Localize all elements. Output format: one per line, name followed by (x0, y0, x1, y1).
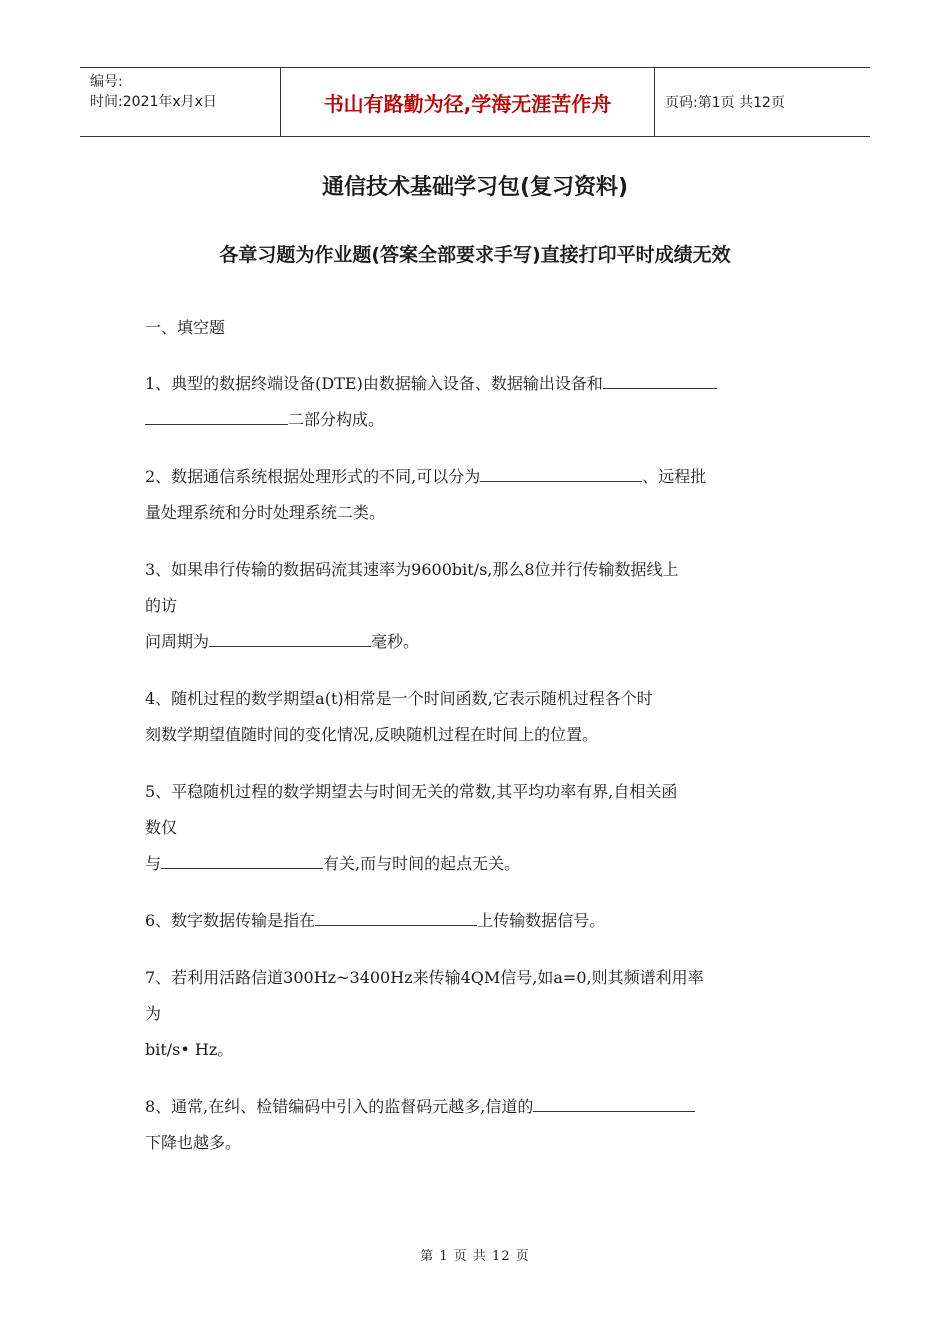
question-1-text: 1、典型的数据终端设备(DTE)由数据输入设备、数据输出设备和 (145, 374, 603, 393)
header-meta (80, 68, 281, 136)
question-7-text-end: bit/s• Hz。 (145, 1040, 234, 1059)
question-2-text-end: 量处理系统和分时处理系统二类。 (145, 503, 386, 522)
answer-blank (145, 402, 288, 425)
question-6-text: 6、数字数据传输是指在 (145, 911, 316, 930)
question-8-text: 8、通常,在纠、检错编码中引入的监督码元越多,信道的 (145, 1097, 534, 1116)
answer-blank (209, 624, 371, 647)
question-2 (145, 459, 820, 531)
question-1-text-end: 二部分构成。 (288, 410, 385, 429)
question-7-text: 7、若利用活路信道300Hz~3400Hz来传输4QM信号,如a=0,则其频谱利用率 (145, 968, 704, 987)
question-5-text: 5、平稳随机过程的数学期望去与时间无关的常数,其平均功率有界,自相关函 (145, 782, 678, 801)
time-label: 时间:2021年x月x日 (90, 94, 217, 110)
question-2-text-mid: 、远程批 (642, 467, 707, 486)
question-6-text-end: 上传输数据信号。 (477, 911, 606, 930)
section-heading: 一、填空题 (145, 318, 226, 337)
question-3-text: 3、如果串行传输的数据码流其速率为9600bit/s,那么8位并行传输数据线上 (145, 560, 679, 579)
document-body (145, 310, 820, 1182)
question-3-text-line3: 问周期为 (145, 632, 210, 651)
answer-blank (315, 903, 477, 926)
answer-blank (603, 366, 717, 389)
question-2-text: 2、数据通信系统根据处理形式的不同,可以分为 (145, 467, 481, 486)
page-footer: 第 1 页 共 12 页 (420, 1249, 530, 1264)
header-motto: 书山有路勤为径,学海无涯苦作舟 (281, 68, 655, 136)
question-5-text-line3: 与 (145, 854, 162, 873)
question-5-text-wrap: 数仅 (145, 818, 178, 837)
page-subtitle: 各章习题为作业题(答案全部要求手写)直接打印平时成绩无效 (219, 244, 731, 266)
page-title: 通信技术基础学习包(复习资料) (321, 175, 629, 200)
question-3-text-end: 毫秒。 (371, 632, 420, 651)
number-label: 编号: (90, 74, 123, 90)
question-4-text-end: 刻数学期望值随时间的变化情况,反映随机过程在时间上的位置。 (145, 725, 599, 744)
header-page-info: 页码:第1页 共12页 (665, 95, 785, 111)
question-8-text-end: 下降也越多。 (145, 1133, 242, 1152)
question-1 (145, 366, 820, 438)
question-5-text-end: 有关,而与时间的起点无关。 (323, 854, 521, 873)
answer-blank (480, 459, 642, 482)
answer-blank (161, 846, 323, 869)
question-4-text: 4、随机过程的数学期望a(t)相常是一个时间函数,它表示随机过程各个时 (145, 689, 653, 708)
document-header (80, 67, 870, 137)
question-3 (145, 552, 820, 660)
question-7 (145, 960, 820, 1068)
question-4 (145, 681, 820, 753)
question-6 (145, 903, 820, 939)
question-5 (145, 774, 820, 882)
answer-blank (533, 1089, 695, 1112)
question-3-text-wrap: 的访 (145, 596, 178, 615)
question-8 (145, 1089, 820, 1161)
question-7-text-wrap: 为 (145, 1004, 162, 1023)
